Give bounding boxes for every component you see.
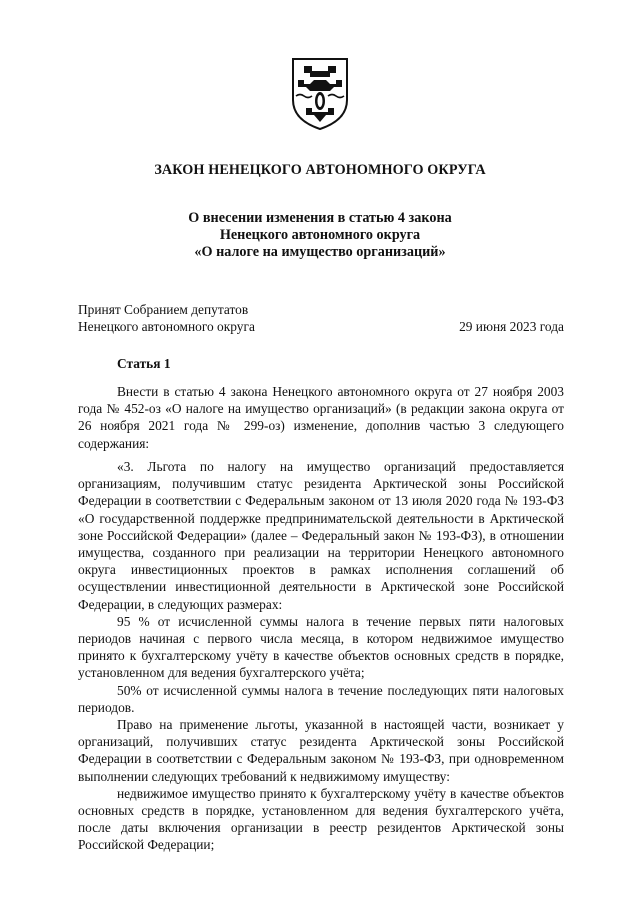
subtitle-line: О внесении изменения в статью 4 закона	[188, 210, 452, 226]
law-title: ЗАКОН НЕНЕЦКОГО АВТОНОМНОГО ОКРУГА	[154, 162, 486, 178]
paragraph: Право на применение льготы, указанной в настоящей части, возникает у организаций, получивших статус резидента Арктической зоны Российской Федерации в соответствии с Федеральным законом № 193-ФЗ, при одновременном выполнении следующих требований к недвижимому имуществу:	[78, 717, 564, 784]
subtitle-line: «О налоге на имущество организаций»	[194, 244, 446, 260]
paragraph: 50% от исчисленной суммы налога в течение последующих пяти налоговых периодов.	[78, 682, 564, 715]
adoption-line: Принят Собранием депутатов	[78, 302, 249, 317]
adoption-date: 29 июня 2023 года	[459, 319, 564, 334]
subtitle-line: Ненецкого автономного округа	[219, 227, 421, 243]
paragraph: 95 % от исчисленной суммы налога в течение первых пяти налоговых периодов начиная с первого числа месяца, в котором недвижимое имущество принято к бухгалтерскому учёту в качестве объектов основных средств в порядке, установленном для ведения бухгалтерского учёта;	[78, 613, 564, 681]
adoption-block	[78, 301, 564, 335]
article-body	[78, 458, 564, 854]
article-heading: Статья 1	[117, 356, 171, 371]
article-intro	[78, 383, 564, 452]
paragraph: Внести в статью 4 закона Ненецкого автономного округа от 27 ноября 2003 года № 452-оз «О налоге на имущество организаций» (в редакции закона округа от 26 ноября 2021 года № 299-оз) изменение, дополнив частью 3 следующего содержания:	[78, 384, 564, 451]
paragraph: недвижимое имущество принято к бухгалтерскому учёту в качестве объектов основных средств в порядке, установленном для ведения бухгалтерского учёта, после даты включения организации в реестр резидентов Арктической зоны Российской Федерации;	[78, 785, 564, 853]
adoption-line: Ненецкого автономного округа	[78, 319, 255, 334]
coat-of-arms-icon	[290, 56, 350, 132]
law-subtitle	[0, 210, 640, 261]
paragraph: «3. Льгота по налогу на имущество организаций предоставляется организациям, получившим статус резидента Арктической зоны Российской Федерации в соответствии с Федеральным законом от 13 июля 2020 года № 193-ФЗ «О государственной поддержке предпринимательской деятельности в Арктической зоне Российской Федерации» (далее – Федеральный закон № 193-ФЗ), в отношении имущества, созданного при реализации на территории Ненецкого автономного округа инвестиционных проектов в рамках исполнения соглашений об осуществлении инвестиционной деятельности в Арктической зоне Российской Федерации, в следующих размерах:	[78, 459, 564, 612]
